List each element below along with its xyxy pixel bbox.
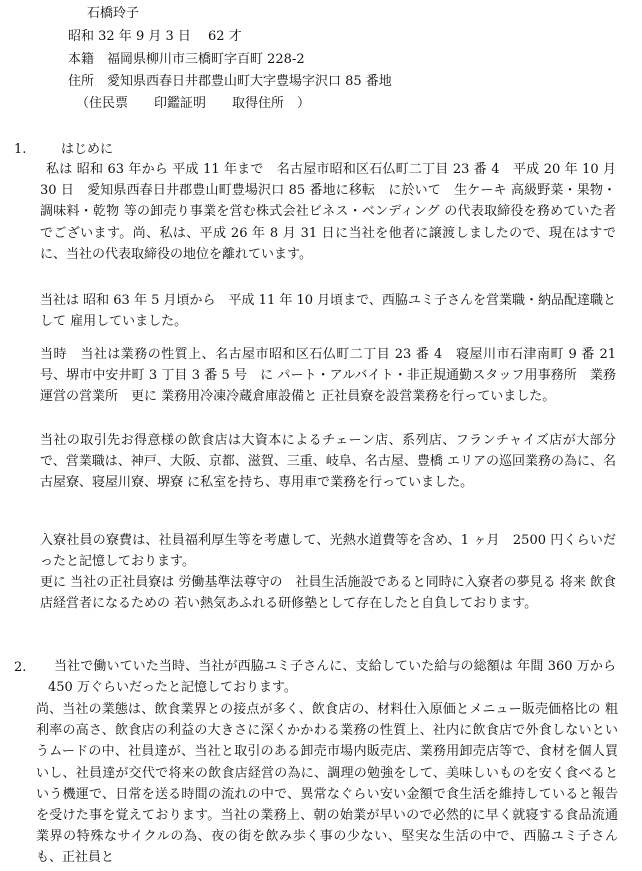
section-1-paragraph-4: 当社の取引先お得意様の飲食店は大資本によるチェーン店、系列店、フランチャイズ店が大部分で、営業職は、神戸、大阪、京都、滋賀、三重、岐阜、名古屋、豊橋 エリアの巡回業務の為に、名古屋寮、寝屋川寮、堺寮 に私室を持ち、専用車で業務を行っていました。 [40,433,616,491]
section-1-paragraph-6: 更に 当社の正社員寮は 労働基準法尊守の 社員生活施設であると同時に入寮者の夢見る 将来 飲食店経営者になるための 若い熱気あふれる研修塾として存在したと自負しております。 [40,575,616,612]
section-1-paragraph-1: 私は 昭和 63 年から 平成 11 年まで 名古屋市昭和区石仏町二丁目 23 番 4 平成 20 年 10 月 30 日 愛知県西春日井郡豊山町豊場沢口 85 番地に移転 に於いて 生ケーキ 高級野菜・果物・調味料・乾物 等の卸売り事業を営む株式会社ビネス・ベンディング の代表取締役を務めていた者でございます。尚、私は、平成 26 年 8 月 31 日に当社を他者に譲渡しましたので、現在はすでに、当社の代表取締役の地位を離れています。 [40,162,616,262]
section-2-paragraph: 尚、当社の業態は、飲食業界との接点が多く、飲食店の、材料仕入原価とメニュー販売価格比の 粗利率の高さ、飲食店の利益の大きさに深くかかわる業務の性質上、社内に飲食店で外食しないというムードの中、社員達が、当社と取引のある卸売市場内販売店、業務用卸売店等で、食材を個人買いし、社員達が交代で将来の飲食店経営の為に、調理の勉強をして、美味しいものを安く食べるという機運で、日常を送る時間の流れの中で、異常なぐらい安い金額で食生活を維持していると報告を受けた事を覚えております。当社の業務上、朝の始業が早いので必然的に早く就寝する食品流通業界の特殊なサイクルの為、夜の街を飲み歩く事の少ない、堅実な生活の中で、西脇ユミ子さんも、正社員と [36,702,618,866]
registered-domicile: 本籍 福岡県柳川市三橋町字百町 228-2 [68,52,305,67]
person-name: 石橋玲子 [87,6,140,21]
section-1-paragraph-3: 当時 当社は業務の性質上、名古屋市昭和区石仏町二丁目 23 番 4 寝屋川市石津南町 9 番 21 号、堺市中安井町 3 丁目 3 番 5 号 に パート・アルバイト・非正規通勤スタッフ用事務所 業務運営の営業所 更に 業務用冷凍冷蔵倉庫設備と 正社員寮を設営業務を行っていました。 [40,347,616,405]
section-1-paragraph-5: 入寮社員の寮費は、社員福利厚生等を考慮して、光熱水道費等を含め、1 ヶ月 2500 円くらいだったと記憶しております。 [40,533,616,570]
section-1-paragraph-2: 当社は 昭和 63 年 5 月頃から 平成 11 年 10 月頃まで、西脇ユミ子さんを営業職・納品配達職として 雇用していました。 [40,293,616,330]
address-note: （住民票 印鑑証明 取得住所 ） [76,96,311,111]
section-1-heading: はじめに [61,142,114,157]
section-2-number: 2. [14,660,27,675]
birth-date: 昭和 32 年 9 月 3 日 62 才 [68,29,242,44]
section-2-first-paragraph: 当社で働いていた当時、当社が西脇ユミ子さんに、支給していた給与の総額は 年間 360 万から 450 万ぐらいだったと記憶しております。 [48,659,616,696]
current-address: 住所 愛知県西春日井郡豊山町大字豊場字沢口 85 番地 [68,74,392,89]
section-1-number: 1. [14,142,27,157]
